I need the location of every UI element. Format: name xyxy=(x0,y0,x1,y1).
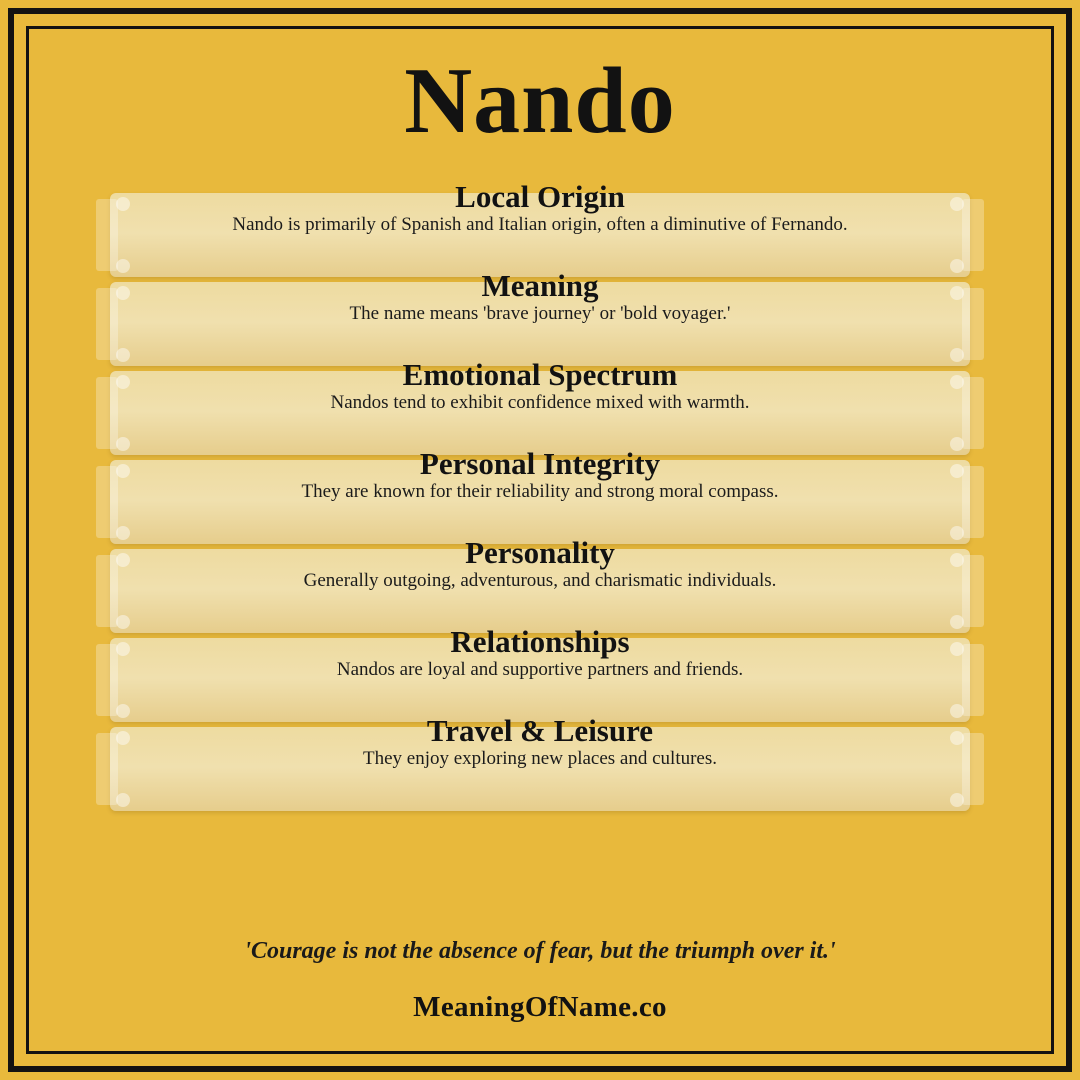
attribute-card xyxy=(110,356,970,455)
attribute-card-description: Nandos tend to exhibit confidence mixed with warmth. xyxy=(330,391,750,413)
attribute-card-heading: Meaning xyxy=(481,267,599,303)
attribute-card-text xyxy=(110,445,970,503)
attribute-card xyxy=(110,712,970,811)
attribute-card xyxy=(110,178,970,277)
attribute-card xyxy=(110,623,970,722)
attribute-card xyxy=(110,534,970,633)
poster-footer xyxy=(40,938,1040,1046)
attribute-card-description: They enjoy exploring new places and cultures. xyxy=(362,747,718,769)
attribute-card-heading: Local Origin xyxy=(455,178,625,214)
attribute-card-text xyxy=(110,623,970,681)
attribute-card-text xyxy=(110,712,970,770)
attribute-card xyxy=(110,445,970,544)
attribute-card-text xyxy=(110,534,970,592)
page-title: Nando xyxy=(404,49,676,153)
attribute-card-heading: Emotional Spectrum xyxy=(402,356,678,392)
attribute-card-text xyxy=(110,267,970,325)
attribute-card-heading: Relationships xyxy=(450,623,630,659)
attribute-card-heading: Travel & Leisure xyxy=(426,712,654,748)
attribute-card-text xyxy=(110,356,970,414)
attribute-card-heading: Personality xyxy=(465,534,615,570)
attribute-card-description: They are known for their reliability and strong moral compass. xyxy=(301,480,779,502)
attribute-card-description: The name means 'brave journey' or 'bold voyager.' xyxy=(349,302,731,324)
attribute-card xyxy=(110,267,970,366)
attribute-card-description: Nandos are loyal and supportive partners and friends. xyxy=(336,658,744,680)
attribute-card-list xyxy=(40,178,1040,811)
poster-content xyxy=(40,34,1040,1046)
footer-brand: MeaningOfName.co xyxy=(413,991,667,1023)
attribute-card-heading: Personal Integrity xyxy=(419,445,661,481)
attribute-card-description: Nando is primarily of Spanish and Italian origin, often a diminutive of Fernando. xyxy=(232,213,848,235)
notch-icon xyxy=(116,793,130,807)
attribute-card-description: Generally outgoing, adventurous, and charismatic individuals. xyxy=(303,569,777,591)
notch-icon xyxy=(950,793,964,807)
footer-quote: 'Courage is not the absence of fear, but the triumph over it.' xyxy=(244,938,836,964)
attribute-card-text xyxy=(110,178,970,236)
